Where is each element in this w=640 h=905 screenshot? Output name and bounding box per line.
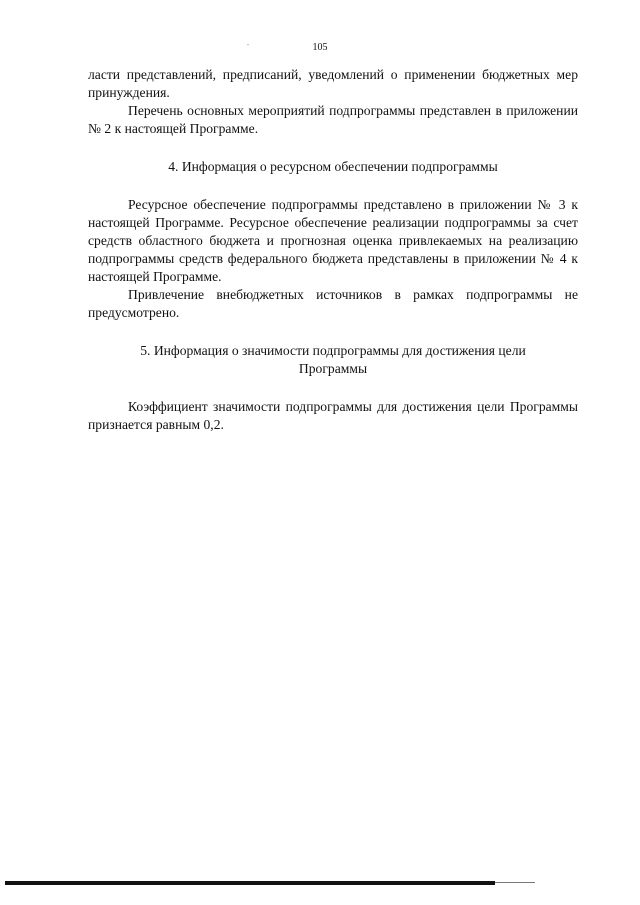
footer-rule — [5, 881, 495, 885]
section-4-heading: 4. Информация о ресурсном обеспечении подпрограммы — [168, 159, 498, 174]
section-5-heading-line2: Программы — [298, 361, 368, 376]
section-5-heading-line1: 5. Информация о значимости подпрограммы для достижения цели — [140, 343, 526, 358]
paragraph-significance-coefficient: Коэффициент значимости подпрограммы для достижения цели Программы признается равным 0,2. — [88, 399, 578, 432]
footer-rule-tail — [495, 882, 535, 883]
paragraph-extrabudgetary: Привлечение внебюджетных источников в рамках подпрограммы не предусмотрено. — [88, 287, 578, 320]
paragraph-activities-list: Перечень основных мероприятий подпрограммы представлен в приложении № 2 к настоящей Программе. — [88, 103, 578, 136]
page-number: 105 — [312, 42, 328, 53]
paragraph-resource-provision: Ресурсное обеспечение подпрограммы представлено в приложении № 3 к настоящей Программе. Ресурсное обеспечение реализации подпрограммы за счет средств областного бюджета и прогнозная оценка привлекаемых на реализацию подпрограммы средств федерального бюджета представлены в приложении № 4 к настоящей Программе. — [88, 197, 578, 284]
paragraph-continuation: ласти представлений, предписаний, уведомлений о применении бюджетных мер принуждения. — [88, 67, 578, 100]
document-body — [88, 66, 578, 434]
